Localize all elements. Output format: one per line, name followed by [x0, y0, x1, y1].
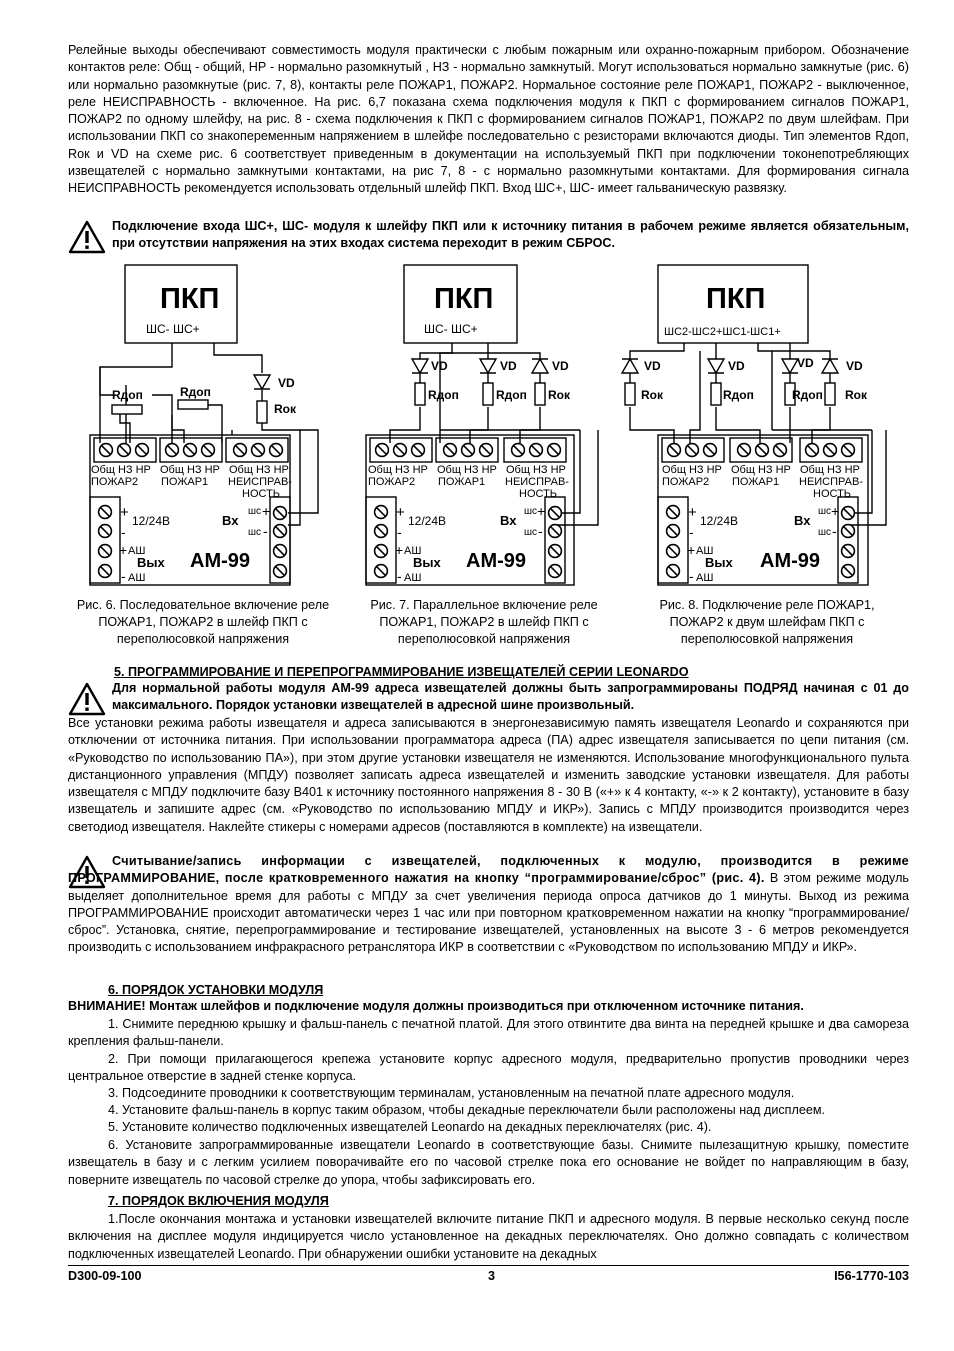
diode-vd-3-fig8 — [782, 359, 798, 373]
section-6-heading: 6. ПОРЯДОК УСТАНОВКИ МОДУЛЯ — [108, 983, 324, 997]
vd-label-2-fig8: VD — [728, 359, 745, 373]
caption-fig8: Рис. 8. Подключение реле ПОЖАР1, ПОЖАР2 к двум шлейфам ПКП с переполюсовкой напряжения — [659, 598, 875, 646]
vd-label-3-fig7: VD — [552, 359, 569, 373]
contacts-label-a-fig8: Общ НЗ НР — [662, 464, 722, 476]
shs-small-2-fig7: шс — [524, 527, 538, 538]
contacts-label-b-fig7: Общ НЗ НР — [437, 464, 497, 476]
contacts-label-c-fig8: Общ НЗ НР — [800, 464, 860, 476]
shs-small-2-fig6: шс — [248, 527, 262, 538]
step-4: 4. Установите фальш-панель в корпус таким образом, чтобы декадные переключатели были расположены над дисплеем. — [108, 1103, 826, 1117]
footer-part-number: I56-1770-103 — [834, 1269, 909, 1283]
shs-minus-fig7: - — [538, 523, 543, 539]
shs-two-label-fig8: ШС2-ШС2+ШС1-ШС1+ — [664, 326, 781, 338]
plus-label-fig8: + — [688, 504, 697, 521]
diode-vd-1-fig8 — [622, 359, 638, 373]
warning-text-input: Подключение входа ШС+, ШС- модуля к шлейфу ПКП или к источнику питания в рабочем режиме является обязательным, при отсутствии напряжения на этих входах система переходит в режим СБРОС. — [112, 219, 909, 250]
vh-label-fig7: Вх — [500, 513, 517, 528]
diode-vd-1-fig7 — [412, 359, 428, 373]
ash-label-1-fig6: АШ — [128, 545, 146, 557]
neisprav2-label-fig7: НОСТЬ — [519, 488, 558, 500]
programming-paragraph — [68, 853, 909, 957]
rok-label-2-fig8: Rок — [845, 388, 868, 402]
figure-7-diagram — [366, 265, 598, 585]
ash-label-1-fig8: АШ — [696, 545, 714, 557]
plus-ash-label-fig7: + — [395, 542, 404, 558]
plus-label-fig7: + — [396, 504, 405, 521]
resistor-rdop-1-fig7 — [415, 383, 425, 405]
pozhar1-label-fig8: ПОЖАР1 — [732, 476, 780, 488]
footer-doc-code: D300-09-100 — [68, 1269, 142, 1283]
step-6: 6. Установите запрограммированные извещатели Leonardo в соответствующие базы. Снимите пылезащитную крышку, поместите извещатель в базу и с легким усилием поворачивайте его по часовой стрелке пока его основание не войдет по направляющим в базу, поверните извещатель по часовой стрелке до упора, чтобы зафиксировать его. — [68, 1138, 909, 1187]
resistor-rok-fig6 — [257, 401, 267, 423]
shs-minus-fig6: - — [263, 523, 268, 539]
diode-vd-2-fig7 — [480, 359, 496, 373]
minus-label-fig6: - — [121, 524, 126, 540]
pozhar2-label-fig8: ПОЖАР2 — [662, 476, 710, 488]
wiring-diagrams — [0, 255, 954, 655]
rok-label-1-fig8: Rок — [641, 388, 664, 402]
resistor-rok-2-fig8 — [825, 383, 835, 405]
pkp-label-fig8: ПКП — [706, 283, 766, 315]
vd-label-1-fig8: VD — [644, 359, 661, 373]
pozhar2-label-fig6: ПОЖАР2 — [91, 476, 139, 488]
neisprav1-label-fig7: НЕИСПРАВ- — [505, 476, 569, 488]
intro-paragraph: Релейные выходы обеспечивают совместимость модуля практически с любым пожарным или охранно-пожарным прибором. Обозначение контактов реле: Общ - общий, НР - нормально разомкнутый , НЗ - нормально замкнутый. Могут использоваться нормально замкнутые (рис. 6) или нормально разомкнутые (рис. 7, 8), контакты реле ПОЖАР1, ПОЖАР2. Нормальное состояние реле ПОЖАР1, ПОЖАР2 - выключенное, реле НЕИСПРАВНОСТЬ - включенное. На рис. 6,7 показана схема подключения модуля к ПКП с формированием сигналов ПОЖАР1, ПОЖАР2 по одному шлейфу, на рис. 8 - схема подключения к ПКП с формированием сигналов ПОЖАР1, ПОЖАР2 по двум шлейфам. При использовании ПКП со знакопеременным напряжением в шлейфе последовательно с резисторами включаются диоды. Тип элементов Rдоп, Rок и VD на схеме рис. 6 соответствует приведенным в документации на используемый ПКП при подключении токонепотребляющих извещателей с нормально замкнутыми контактами, на рис 7, 8 - с нормально разомкнутыми контактами. Для формирования сигнала НЕИСПРАВНОСТЬ рекомендуется использовать отдельный шлейф ПКП. Вход ШС+, ШС- имеет гальваническую развязку. — [68, 43, 909, 196]
shs-small-1-fig7: шс — [524, 506, 538, 517]
shs-minus-fig8: - — [832, 523, 837, 539]
vd-label-fig6: VD — [278, 376, 295, 390]
vd-label-2-fig7: VD — [500, 359, 517, 373]
attention-text: ВНИМАНИЕ! Монтаж шлейфов и подключение модуля должны производиться при отключенном источнике питания. — [68, 999, 804, 1013]
voltage-label-fig8: 12/24В — [700, 514, 739, 528]
programming-bold-text: Считывание/запись информации с извещателей, подключенных к модулю, производится в режиме ПРОГРАММИРОВАНИЕ, после кратковременного нажатия на кнопку “программирование/сброс” (рис. 4). — [68, 854, 909, 886]
section-7-heading: 7. ПОРЯДОК ВКЛЮЧЕНИЯ МОДУЛЯ — [108, 1194, 329, 1208]
figure-8-diagram — [622, 265, 886, 585]
neisprav1-label-fig6: НЕИСПРАВ- — [228, 476, 292, 488]
contacts-label-a-fig7: Общ НЗ НР — [368, 464, 428, 476]
footer-rule — [68, 1265, 909, 1266]
pozhar1-label-fig7: ПОЖАР1 — [438, 476, 486, 488]
section-5-paragraph: Все установки режима работы извещателя и адреса записываются в энергонезависимую память извещателя Leonardo и сохраняются при отключении от источника питания. При использовании программатора адреса (ПА) адрес извещателя записывается по цепи питания (см. «Руководство по использованию ПА»), при этом другие установки извещателя не изменяются. Использование многофункционального пульта дистанционного управления (МПДУ) позволяет записать адреса извещателей и изменить заводские установки извещателя. Для работы извещателя с МПДУ подключите базу B401 к источнику постоянного напряжения 8 - 30 В («+» к 4 контакту, «-» к 2 контакту), установите в базу извещатель и запишите адрес (см. «Руководство по использованию МПДУ и ИКР»). Запись с МПДУ производится производится через светодиод извещателя. Наклейте стикеры с номерами адресов (поставляются в комплекте) на извещатели. — [68, 716, 909, 834]
shs-label-fig6: ШС- ШС+ — [146, 322, 200, 336]
section-7-paragraph: 1.После окончания монтажа и установки извещателей включите питание ПКП и адресного модуля. В первые несколько секунд после включения на дисплее модуля индицируется число установленное на декадных переключателях. Оно должно совпадать с количеством подключенных извещателей Leonardo. При обнаружении ошибки установите на декадных — [68, 1212, 909, 1261]
rdop-label-1-fig8: Rдоп — [723, 388, 754, 402]
resistor-rok-fig7 — [535, 383, 545, 405]
resistor-rdop-2-fig7 — [483, 383, 493, 405]
neisprav2-label-fig8: НОСТЬ — [813, 488, 852, 500]
vd-label-3-fig8: VD — [797, 356, 814, 370]
programming-rest-text: В этом режиме модуль выделяет дополнительное время для работы с МПДУ за счет увеличения периода опроса датчиков до 1 минуты. Выход из режима ПРОГРАММИРОВАНИЕ происходит автоматически через 1 час или при повторном кратковременном нажатии на кнопку “программирование/сброс”. Установка, снятие, перепрограммирование и тестирование извещателей, установленных на высоте 3 - 6 метров рекомендуется производить с использованием инфракрасного ретранслятора ИКР в соответствии с «Руководством по использованию МПДУ и ИКР». — [68, 871, 909, 955]
vyh-label-fig6: Вых — [137, 555, 165, 570]
contacts-label-b-fig8: Общ НЗ НР — [731, 464, 791, 476]
rdop-label-2-fig8: Rдоп — [792, 388, 823, 402]
voltage-label-fig7: 12/24В — [408, 514, 447, 528]
model-label-fig6: АМ-99 — [190, 550, 251, 572]
contacts-label-b-fig6: Общ НЗ НР — [160, 464, 220, 476]
shs-small-2-fig8: шс — [818, 527, 832, 538]
neisprav1-label-fig8: НЕИСПРАВ- — [799, 476, 863, 488]
step-5: 5. Установите количество подключенных извещателей Leonardo на декадных переключателях (рис. 4). — [108, 1120, 712, 1134]
rok-label-fig6: Rок — [274, 402, 297, 416]
contacts-label-c-fig6: Общ НЗ НР — [229, 464, 289, 476]
pozhar2-label-fig7: ПОЖАР2 — [368, 476, 416, 488]
section-5-heading: 5. ПРОГРАММИРОВАНИЕ И ПЕРЕПРОГРАММИРОВАНИЕ ИЗВЕЩАТЕЛЕЙ СЕРИИ LEONARDO — [114, 665, 689, 679]
resistor-rdop-1-fig6 — [112, 405, 142, 414]
diode-vd-2-fig8 — [708, 359, 724, 373]
resistor-rdop-1-fig8 — [711, 383, 721, 405]
model-label-fig7: АМ-99 — [466, 550, 527, 572]
shs-small-1-fig8: шс — [818, 506, 832, 517]
pozhar1-label-fig6: ПОЖАР1 — [161, 476, 209, 488]
rdop-label-2-fig6: Rдоп — [180, 385, 211, 399]
vh-label-fig8: Вх — [794, 513, 811, 528]
plus-label-fig6: + — [120, 504, 129, 521]
shs-plus-fig7: + — [537, 503, 546, 519]
rok-label-fig7: Rок — [548, 388, 571, 402]
pkp-label-fig6: ПКП — [160, 283, 220, 315]
warning-block-section5 — [68, 680, 909, 714]
page-number: 3 — [488, 1269, 496, 1283]
minus-label-fig8: - — [689, 524, 694, 540]
warning-icon — [68, 682, 106, 716]
minus-ash-label-fig6: - — [121, 568, 126, 584]
shs-label-fig7: ШС- ШС+ — [424, 322, 478, 336]
vd-label-4-fig8: VD — [846, 359, 863, 373]
minus-ash-label-fig8: - — [689, 568, 694, 584]
shs-plus-fig8: + — [831, 503, 840, 519]
caption-fig6: Рис. 6. Последовательное включение реле ПОЖАР1, ПОЖАР2 в шлейф ПКП с переполюсовкой напряжения — [76, 598, 330, 646]
warning-icon — [68, 220, 106, 254]
voltage-label-fig6: 12/24В — [132, 514, 171, 528]
rdop-label-1-fig6: Rдоп — [112, 388, 143, 402]
plus-ash-label-fig6: + — [119, 542, 128, 558]
model-label-fig8: АМ-99 — [760, 550, 821, 572]
rdop-label-1-fig7: Rдоп — [428, 388, 459, 402]
pkp-label-fig7: ПКП — [434, 283, 494, 315]
vyh-label-fig8: Вых — [705, 555, 733, 570]
resistor-rok-1-fig8 — [625, 383, 635, 405]
ash-label-2-fig8: АШ — [696, 572, 714, 584]
rdop-label-2-fig7: Rдоп — [496, 388, 527, 402]
contacts-label-a-fig6: Общ НЗ НР — [91, 464, 151, 476]
step-1: 1. Снимите переднюю крышку и фальш-панель с печатной платой. Для этого отвинтите два винта на передней крышке и два самореза крепления фальш-панели. — [68, 1017, 909, 1049]
minus-ash-label-fig7: - — [397, 568, 402, 584]
warning-block-input — [68, 218, 909, 252]
step-3: 3. Подсоедините проводники к соответствующим терминалам, установленным на печатной плате адресного модуля. — [108, 1086, 795, 1100]
resistor-rdop-2-fig6 — [178, 400, 208, 409]
ash-label-1-fig7: АШ — [404, 545, 422, 557]
vd-label-1-fig7: VD — [431, 359, 448, 373]
ash-label-2-fig7: АШ — [404, 572, 422, 584]
ash-label-2-fig6: АШ — [128, 572, 146, 584]
contacts-label-c-fig7: Общ НЗ НР — [506, 464, 566, 476]
plus-ash-label-fig8: + — [687, 542, 696, 558]
minus-label-fig7: - — [397, 524, 402, 540]
neisprav2-label-fig6: НОСТЬ — [242, 488, 281, 500]
vyh-label-fig7: Вых — [413, 555, 441, 570]
shs-plus-fig6: + — [262, 503, 271, 519]
shs-small-1-fig6: шс — [248, 506, 262, 517]
figure-6-diagram — [90, 265, 318, 585]
caption-fig7: Рис. 7. Параллельное включение реле ПОЖАР1, ПОЖАР2 в шлейф ПКП с переполюсовкой напряжения — [370, 598, 598, 646]
warning-text-section5: Для нормальной работы модуля АМ-99 адреса извещателей должны быть запрограммированы ПОДРЯД начиная с 01 до максимального. Порядок установки извещателей в адресной шине произвольный. — [112, 681, 909, 712]
vh-label-fig6: Вх — [222, 513, 239, 528]
diode-vd-3-fig7 — [532, 359, 548, 373]
step-2: 2. При помощи прилагающегося крепежа установите корпус адресного модуля, предварительно пропустив проводники через центральное отверстие в задней стенке корпуса. — [68, 1052, 909, 1084]
diode-vd-4-fig8 — [822, 359, 838, 373]
diode-vd-fig6 — [254, 375, 270, 389]
